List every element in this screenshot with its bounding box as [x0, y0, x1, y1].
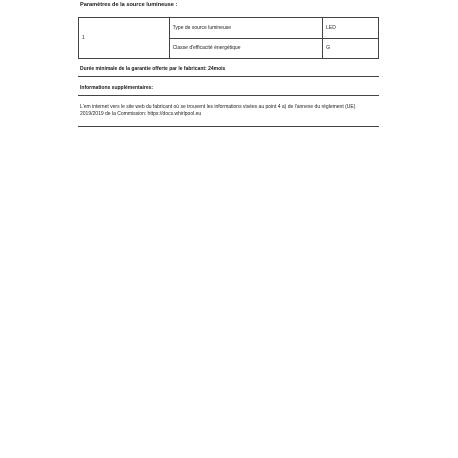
light-source-parameters-table: [78, 17, 379, 59]
divider: [78, 95, 379, 96]
table-row: [79, 18, 379, 39]
light-source-type-label: Type de source lumineuse: [169, 18, 322, 39]
additional-info-text: L'em internet vers le site web du fabricant où se trouvent les informations visées au point 4 a) de l'annexe du règlement (UE) 2019/2019 de la Commission: https://docs.whirlpool.eu: [80, 104, 356, 117]
divider: [78, 76, 379, 77]
additional-info-title: Informations supplémentaires:: [80, 85, 154, 91]
divider: [78, 126, 379, 127]
energy-class-label: Classe d'efficacité énergétique: [169, 38, 322, 59]
energy-class-value: G: [323, 38, 379, 59]
light-source-type-value: LED: [323, 18, 379, 39]
warranty-text: Durée minimale de la garantie offerte par le fabricant: 24mois: [80, 66, 226, 72]
row-index: 1: [79, 18, 170, 59]
section-title: Paramètres de la source lumineuse :: [80, 2, 178, 8]
